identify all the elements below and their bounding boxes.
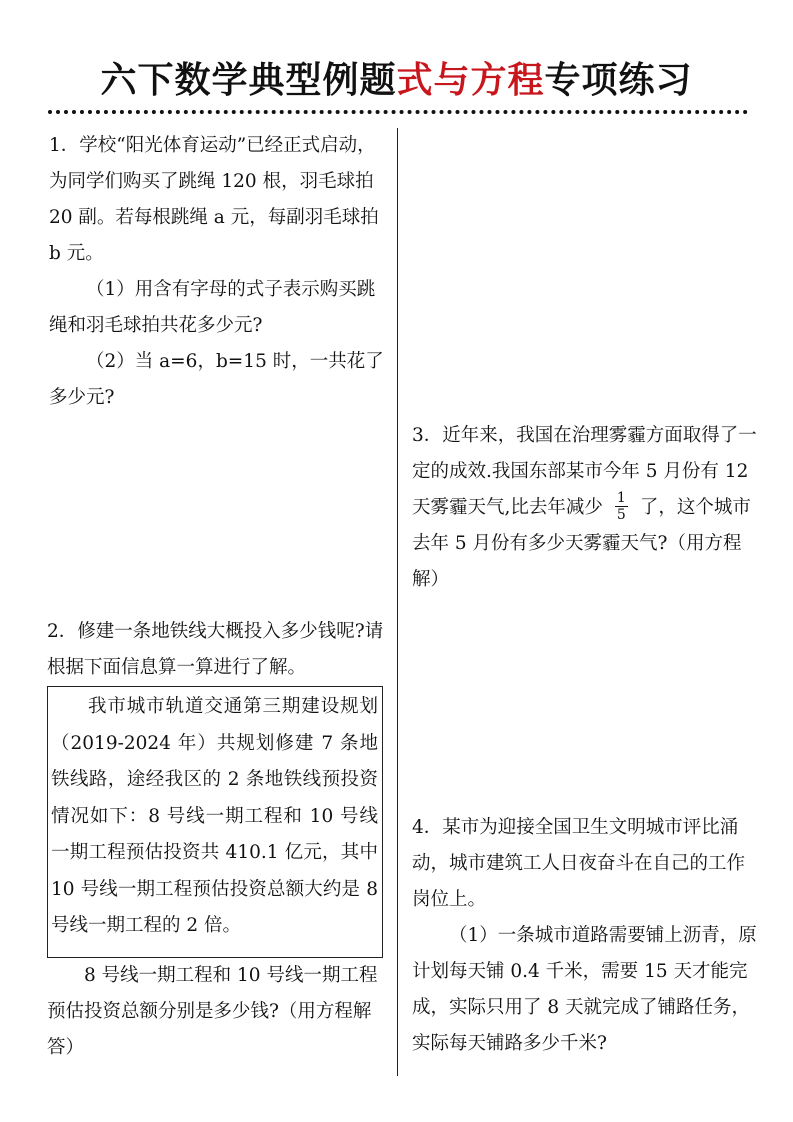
- question-3-stem: [412, 418, 757, 598]
- question-1-sub-1: （1）用含有字母的式子表示购买跳绳和羽毛球拍共花多少元?: [49, 279, 376, 336]
- question-1-stem: 1．学校“阳光体育运动”已经正式启动，为同学们购买了跳绳 120 根，羽毛球拍 20 副。若每根跳绳 a 元，每副羽毛球拍 b 元。: [49, 135, 379, 264]
- question-1-sub-2: （2）当 a=6，b=15 时，一共花了多少元?: [49, 351, 384, 408]
- page-title: [0, 52, 793, 103]
- question-4: [412, 810, 757, 1062]
- question-3-stem-before: 3．近年来，我国在治理雾霾方面取得了一定的成效.我国东部某市今年 5 月份有 12 天雾霾天气,比去年减少: [412, 425, 757, 518]
- info-box: [47, 686, 383, 958]
- question-2-stem: 2．修建一条地铁线大概投入多少钱呢?请根据下面信息算一算进行了解。: [47, 621, 384, 678]
- title-part-3: 专项练习: [544, 60, 693, 101]
- column-divider: [397, 128, 398, 1076]
- question-1: [49, 128, 387, 416]
- title-highlight: 式与方程: [396, 60, 545, 101]
- fraction-numerator: 1: [616, 489, 626, 506]
- title-divider: [48, 110, 748, 114]
- question-3-stem-after: 了，这个城市去年 5 月份有多少天雾霾天气?（用方程解）: [412, 497, 751, 590]
- fraction-denominator: 5: [616, 506, 626, 523]
- info-box-text: 我市城市轨道交通第三期建设规划（2019-2024 年）共规划修建 7 条地铁线路，途经我区的 2 条地铁线预投资情况如下：8 号线一期工程和 10 号线一期工程预估投资共 410.1 亿元，其中 10 号线一期工程预估投资总额大约是 8 号线一期工程的 2 倍。: [51, 696, 378, 936]
- question-2: [47, 614, 392, 686]
- title-part-1: 六下数学典型例题: [100, 60, 397, 101]
- question-3: [412, 418, 757, 598]
- question-4-sub-1: （1）一条城市道路需要铺上沥青，原计划每天铺 0.4 千米，需要 15 天才能完成，实际只用了 8 天就完成了铺路任务，实际每天铺路多少千米?: [412, 925, 757, 1054]
- question-4-stem: 4．某市为迎接全国卫生文明城市评比涌动，城市建筑工人日夜奋斗在自己的工作岗位上。: [412, 817, 746, 910]
- question-2-ask: 8 号线一期工程和 10 号线一期工程预估投资总额分别是多少钱?（用方程解答）: [47, 965, 378, 1058]
- question-2-question: [47, 958, 387, 1066]
- fraction: [615, 490, 628, 523]
